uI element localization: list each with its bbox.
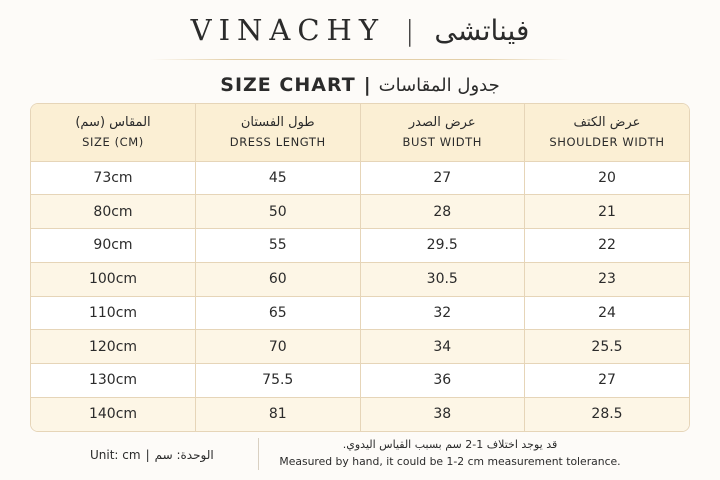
table-row	[31, 229, 689, 263]
cell-size: 73cm	[31, 161, 196, 195]
table-row	[31, 397, 689, 431]
cell-bust-width: 32	[360, 296, 525, 330]
cell-size: 90cm	[31, 229, 196, 263]
title-separator: |	[363, 74, 371, 96]
table-row	[31, 364, 689, 398]
cell-shoulder-width: 28.5	[591, 406, 623, 423]
note-arabic: قد يوجد اختلاف 1-2 سم بسبب القياس اليدوي.	[342, 438, 558, 451]
table-row	[31, 161, 689, 195]
measurement-note	[270, 438, 630, 468]
note-english: Measured by hand, it could be 1-2 cm measurement tolerance.	[279, 455, 621, 468]
brand-name-latin: VINACHY	[190, 13, 385, 47]
cell-shoulder-width: 27	[525, 364, 690, 398]
column-header-english: SHOULDER WIDTH	[549, 135, 665, 150]
size-table-container	[30, 103, 690, 432]
cell-shoulder-width: 24	[525, 296, 690, 330]
cell-bust-width: 34	[360, 330, 525, 364]
table-row	[31, 262, 689, 296]
brand-separator: |	[404, 13, 415, 47]
column-header-english: BUST WIDTH	[402, 135, 483, 150]
cell-shoulder-width: 20	[525, 161, 690, 195]
cell-dress-length: 75.5	[196, 364, 361, 398]
cell-bust-width: 30.5	[360, 262, 525, 296]
title-arabic: جدول المقاسات	[378, 74, 500, 96]
cell-bust-width: 27	[360, 161, 525, 195]
title-english: SIZE CHART	[220, 74, 356, 96]
cell-shoulder-width: 23	[525, 262, 690, 296]
cell-dress-length: 55	[196, 229, 361, 263]
cell-dress-length: 60	[196, 262, 361, 296]
brand-name-arabic: فيناتشى	[434, 13, 530, 47]
column-header-size	[31, 104, 196, 161]
unit-english: Unit: cm	[90, 448, 141, 462]
column-header-arabic: عرض الكتف	[573, 115, 641, 131]
column-header-arabic: المقاس (سم)	[75, 115, 151, 131]
column-header-shoulder-width	[525, 104, 690, 161]
table-body	[31, 161, 689, 431]
cell-size: 140cm	[31, 397, 196, 431]
cell-shoulder-width: 25.5	[525, 330, 690, 364]
table-header-row	[31, 104, 689, 161]
cell-bust-width: 36	[360, 364, 525, 398]
chart-title	[0, 70, 720, 100]
cell-size: 80cm	[31, 195, 196, 229]
column-header-arabic: عرض الصدر	[408, 115, 476, 131]
cell-dress-length: 65	[196, 296, 361, 330]
unit-separator: |	[145, 448, 150, 462]
table-row	[31, 296, 689, 330]
cell-shoulder-width: 22	[525, 229, 690, 263]
size-table	[31, 104, 689, 431]
table-row	[31, 195, 689, 229]
cell-size: 120cm	[31, 330, 196, 364]
cell-dress-length: 45	[196, 161, 361, 195]
cell-dress-length: 70	[196, 330, 361, 364]
column-header-english: DRESS LENGTH	[229, 135, 326, 150]
cell-dress-length: 81	[196, 397, 361, 431]
column-header-bust-width	[360, 104, 525, 161]
brand-header	[0, 10, 720, 50]
cell-size: 130cm	[31, 364, 196, 398]
cell-bust-width: 29.5	[360, 229, 525, 263]
cell-bust-width: 28	[360, 195, 525, 229]
column-header-dress-length	[196, 104, 361, 161]
cell-bust-width: 38	[360, 397, 525, 431]
column-header-english: SIZE (CM)	[82, 135, 144, 150]
unit-arabic: الوحدة: سم	[154, 448, 214, 462]
cell-dress-length: 50	[196, 195, 361, 229]
table-row	[31, 330, 689, 364]
cell-size: 110cm	[31, 296, 196, 330]
cell-size: 100cm	[31, 262, 196, 296]
column-header-arabic: طول الفستان	[240, 115, 315, 131]
footer-divider	[258, 438, 259, 470]
header-divider	[150, 59, 570, 60]
cell-shoulder-width: 21	[525, 195, 690, 229]
unit-label	[90, 448, 230, 462]
